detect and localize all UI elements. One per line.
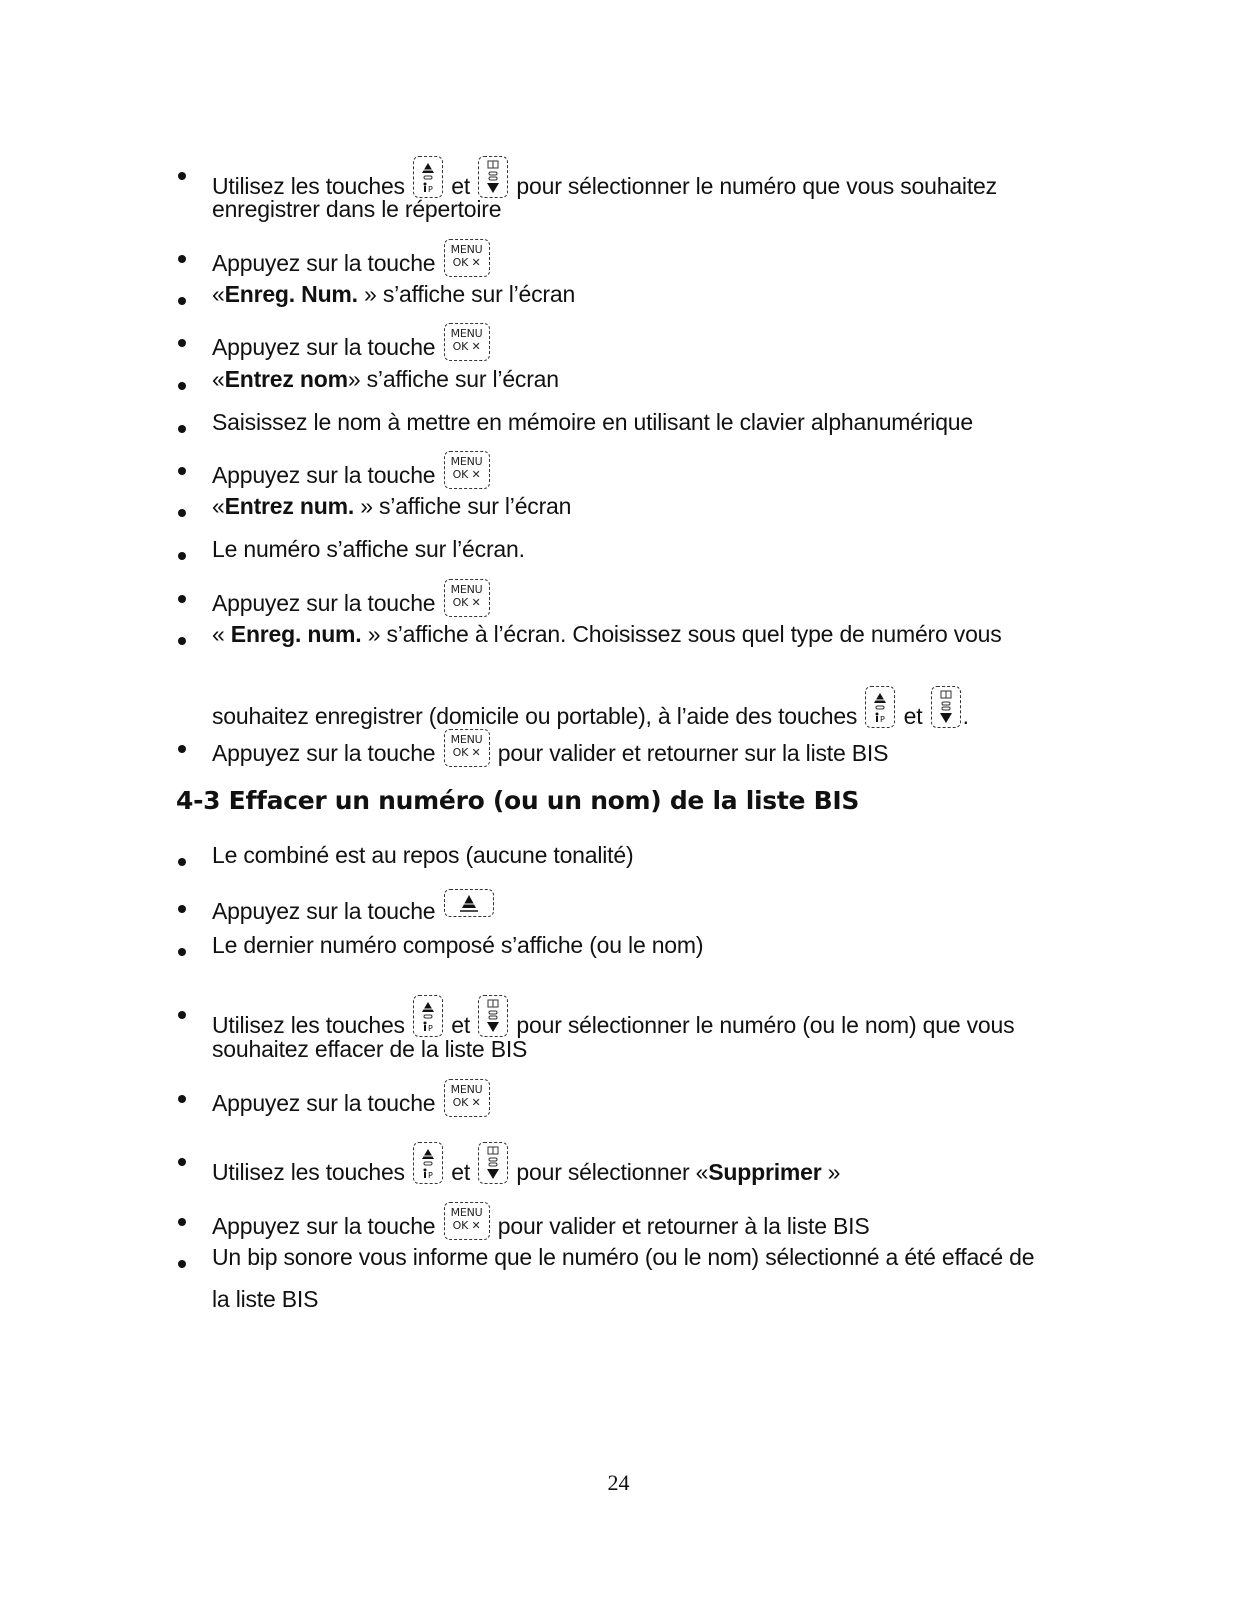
list-item bbox=[212, 579, 492, 617]
bullet-dot bbox=[178, 552, 186, 560]
text-run: souhaitez enregistrer (domicile ou portable), à l’aide des touches bbox=[212, 703, 864, 729]
menu-key-label: MENU bbox=[450, 733, 483, 746]
text-run: » s’affiche à l’écran. Choisissez sous quel type de numéro vous bbox=[361, 621, 1002, 647]
svg-text:P: P bbox=[428, 1171, 433, 1180]
down-arrow-key-icon bbox=[478, 1142, 508, 1184]
bullet-dot bbox=[178, 467, 186, 475]
bullet-dot bbox=[178, 255, 186, 263]
text-run: et bbox=[897, 703, 929, 729]
text-run: Appuyez sur la touche bbox=[212, 462, 442, 488]
menu-ok-key-icon bbox=[444, 323, 490, 361]
list-item bbox=[212, 281, 575, 308]
text-run: Le numéro s’affiche sur l’écran. bbox=[212, 536, 525, 562]
text-run: pour valider et retourner à la liste BIS bbox=[491, 1213, 870, 1239]
text-run: Appuyez sur la touche bbox=[212, 1090, 442, 1116]
list-item bbox=[212, 1079, 492, 1117]
text-run: pour sélectionner le numéro (ou le nom) que vous bbox=[510, 1012, 1015, 1038]
ok-key-label: OK ✕ bbox=[452, 596, 481, 609]
text-run: Utilisez les touches bbox=[212, 173, 412, 199]
text-run: Utilisez les touches bbox=[212, 1159, 412, 1185]
down-arrow-key-icon bbox=[478, 156, 508, 198]
text-run: Appuyez sur la touche bbox=[212, 898, 442, 924]
menu-ok-key-icon bbox=[444, 1202, 490, 1240]
text-run: « bbox=[212, 493, 225, 519]
bullet-dot bbox=[178, 595, 186, 603]
text-run: Utilisez les touches bbox=[212, 1012, 412, 1038]
text-run: » s’affiche sur l’écran bbox=[354, 493, 572, 519]
list-item-continuation: la liste BIS bbox=[212, 1286, 319, 1312]
svg-text:P: P bbox=[428, 185, 433, 194]
ok-key-label: OK ✕ bbox=[452, 746, 481, 759]
text-run: Appuyez sur la touche bbox=[212, 1213, 442, 1239]
bullet-dot bbox=[178, 1011, 186, 1019]
ok-key-label: OK ✕ bbox=[452, 340, 481, 353]
menu-key-label: MENU bbox=[450, 1083, 483, 1096]
text-run: » s’affiche sur l’écran bbox=[357, 281, 576, 307]
bullet-dot bbox=[178, 382, 186, 390]
down-arrow-key-icon bbox=[478, 995, 508, 1037]
text-run: Appuyez sur la touche bbox=[212, 740, 442, 766]
text-run: « bbox=[212, 281, 225, 307]
page-number: 24 bbox=[607, 1470, 630, 1495]
text-run: pour valider et retourner sur la liste BIS bbox=[491, 740, 889, 766]
menu-key-label: MENU bbox=[450, 583, 483, 596]
text-run: Appuyez sur la touche bbox=[212, 334, 442, 360]
bullet-dot bbox=[178, 425, 186, 433]
up-arrow-key-icon bbox=[413, 156, 443, 198]
list-item bbox=[212, 1244, 1034, 1271]
up-arrow-key-icon bbox=[413, 1142, 443, 1184]
bold-text: Supprimer bbox=[708, 1159, 822, 1185]
bullet-dot bbox=[178, 745, 186, 753]
ok-key-label: OK ✕ bbox=[452, 256, 481, 269]
list-item bbox=[212, 729, 888, 767]
text-run: . bbox=[962, 703, 969, 729]
list-item bbox=[212, 409, 973, 436]
list-item bbox=[212, 889, 496, 925]
bullet-dot bbox=[178, 509, 186, 517]
text-run: « bbox=[212, 621, 231, 647]
ok-key-label: OK ✕ bbox=[452, 1219, 481, 1232]
text-run: » s’affiche sur l’écran bbox=[347, 366, 559, 392]
bullet-dot bbox=[178, 1260, 186, 1268]
menu-ok-key-icon bbox=[444, 579, 490, 617]
list-item bbox=[212, 493, 571, 520]
menu-key-label: MENU bbox=[450, 1206, 483, 1219]
menu-ok-key-icon bbox=[444, 729, 490, 767]
redial-key-icon bbox=[444, 889, 494, 917]
list-item-continuation: souhaitez effacer de la liste BIS bbox=[212, 1036, 528, 1062]
text-run: Appuyez sur la touche bbox=[212, 590, 442, 616]
list-item bbox=[212, 366, 559, 393]
menu-key-label: MENU bbox=[450, 455, 483, 468]
text-run: Un bip sonore vous informe que le numéro (ou le nom) sélectionné a été effacé de bbox=[212, 1244, 1035, 1270]
list-item-continuation: enregistrer dans le répertoire bbox=[212, 196, 502, 222]
up-arrow-key-icon bbox=[413, 995, 443, 1037]
list-item-continuation bbox=[212, 686, 969, 730]
down-arrow-key-icon bbox=[931, 686, 961, 728]
text-run: « bbox=[212, 366, 225, 392]
bold-text: Entrez num. bbox=[224, 493, 355, 519]
list-item bbox=[212, 995, 1014, 1039]
svg-text:P: P bbox=[880, 715, 886, 724]
text-run: » bbox=[821, 1159, 841, 1185]
bullet-dot bbox=[178, 948, 186, 956]
text-run: pour sélectionner « bbox=[510, 1159, 709, 1185]
list-item bbox=[212, 1202, 869, 1240]
list-item bbox=[212, 842, 633, 869]
text-run: Saisissez le nom à mettre en mémoire en utilisant le clavier alphanumérique bbox=[212, 409, 973, 435]
list-item bbox=[212, 156, 997, 200]
menu-key-label: MENU bbox=[450, 327, 483, 340]
list-item bbox=[212, 1142, 840, 1186]
ok-key-label: OK ✕ bbox=[452, 1096, 481, 1109]
bullet-dot bbox=[178, 905, 186, 913]
bullet-dot bbox=[178, 1218, 186, 1226]
text-run: Le combiné est au repos (aucune tonalité) bbox=[212, 842, 634, 868]
bold-text: Entrez nom bbox=[224, 366, 348, 392]
ok-key-label: OK ✕ bbox=[452, 468, 481, 481]
menu-ok-key-icon bbox=[444, 1079, 490, 1117]
bullet-dot bbox=[178, 339, 186, 347]
svg-text:P: P bbox=[428, 1024, 433, 1033]
text-run: et bbox=[445, 1012, 477, 1038]
menu-key-label: MENU bbox=[450, 243, 483, 256]
list-item bbox=[212, 451, 492, 489]
bullet-dot bbox=[178, 858, 186, 866]
menu-ok-key-icon bbox=[444, 239, 490, 277]
list-item bbox=[212, 323, 492, 361]
list-item bbox=[212, 239, 492, 277]
text-run: pour sélectionner le numéro que vous souhaitez bbox=[510, 173, 997, 199]
text-run: Le dernier numéro composé s’affiche (ou le nom) bbox=[212, 932, 704, 958]
menu-ok-key-icon bbox=[444, 451, 490, 489]
text-run: et bbox=[445, 1159, 477, 1185]
list-item bbox=[212, 621, 1002, 648]
bullet-dot bbox=[178, 297, 186, 305]
list-item bbox=[212, 536, 525, 563]
text-run: et bbox=[445, 173, 477, 199]
bold-text: Enreg. num. bbox=[230, 621, 362, 647]
bullet-dot bbox=[178, 172, 186, 180]
bold-text: Enreg. Num. bbox=[224, 281, 358, 307]
bullet-dot bbox=[178, 1158, 186, 1166]
bullet-dot bbox=[178, 637, 186, 645]
section-title: 4-3 Effacer un numéro (ou un nom) de la liste BIS bbox=[176, 786, 860, 815]
list-item bbox=[212, 932, 703, 959]
bullet-dot bbox=[178, 1095, 186, 1103]
text-run: Appuyez sur la touche bbox=[212, 250, 442, 276]
up-arrow-key-icon bbox=[865, 686, 895, 728]
